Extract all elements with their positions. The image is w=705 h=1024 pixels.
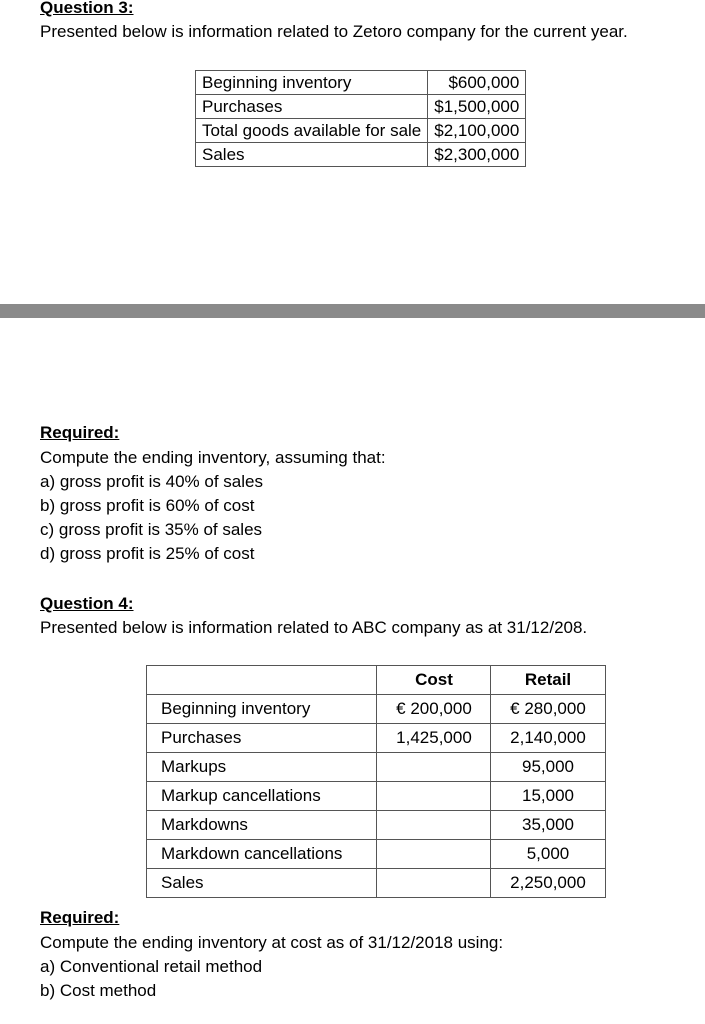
table-row [196,71,526,95]
table-row [147,724,606,753]
table-row [147,869,606,898]
question-3-intro: Presented below is information related to Zetoro company for the current year. [40,22,628,41]
row-label: Markups [147,753,377,782]
table-row [147,695,606,724]
row-label: Markup cancellations [147,782,377,811]
question-3-required-text: Compute the ending inventory, assuming that: [40,448,386,467]
table-row [147,782,606,811]
row-cost [377,840,491,869]
page-divider [0,304,705,318]
header-blank [147,666,377,695]
row-label: Sales [196,143,428,167]
row-label: Purchases [147,724,377,753]
question-4-required-text: Compute the ending inventory at cost as of 31/12/2018 using: [40,933,504,952]
row-value: $2,300,000 [428,143,526,167]
table-header-row [147,666,606,695]
zetoro-data-table [195,70,526,167]
row-label: Beginning inventory [196,71,428,95]
question-3-item-c: c) gross profit is 35% of sales [40,520,263,539]
question-3-item-d: d) gross profit is 25% of cost [40,544,255,563]
row-retail: 2,140,000 [491,724,606,753]
row-cost [377,782,491,811]
row-value: $1,500,000 [428,95,526,119]
question-4-required-title: Required: [40,908,120,927]
row-cost [377,753,491,782]
row-label: Markdown cancellations [147,840,377,869]
question-4-title: Question 4: [40,594,134,613]
row-label: Purchases [196,95,428,119]
row-retail: 35,000 [491,811,606,840]
row-label: Markdowns [147,811,377,840]
row-label: Beginning inventory [147,695,377,724]
row-retail: 5,000 [491,840,606,869]
row-label: Sales [147,869,377,898]
row-value: $2,100,000 [428,119,526,143]
header-cost: Cost [377,666,491,695]
table-row [196,143,526,167]
row-cost [377,811,491,840]
abc-data-table [146,665,606,898]
row-retail: € 280,000 [491,695,606,724]
row-cost: € 200,000 [377,695,491,724]
question-3-required-title: Required: [40,423,120,442]
row-value: $600,000 [428,71,526,95]
row-cost: 1,425,000 [377,724,491,753]
row-retail: 95,000 [491,753,606,782]
row-cost [377,869,491,898]
table-row [147,753,606,782]
question-4-intro: Presented below is information related to ABC company as at 31/12/208. [40,618,588,637]
table-row [147,811,606,840]
question-3-item-b: b) gross profit is 60% of cost [40,496,255,515]
table-row [147,840,606,869]
row-label: Total goods available for sale [196,119,428,143]
row-retail: 2,250,000 [491,869,606,898]
table-row [196,119,526,143]
question-3-title: Question 3: [40,0,134,17]
table-row [196,95,526,119]
row-retail: 15,000 [491,782,606,811]
question-3-item-a: a) gross profit is 40% of sales [40,472,263,491]
question-4-item-a: a) Conventional retail method [40,957,263,976]
question-4-item-b: b) Cost method [40,981,157,1000]
header-retail: Retail [491,666,606,695]
